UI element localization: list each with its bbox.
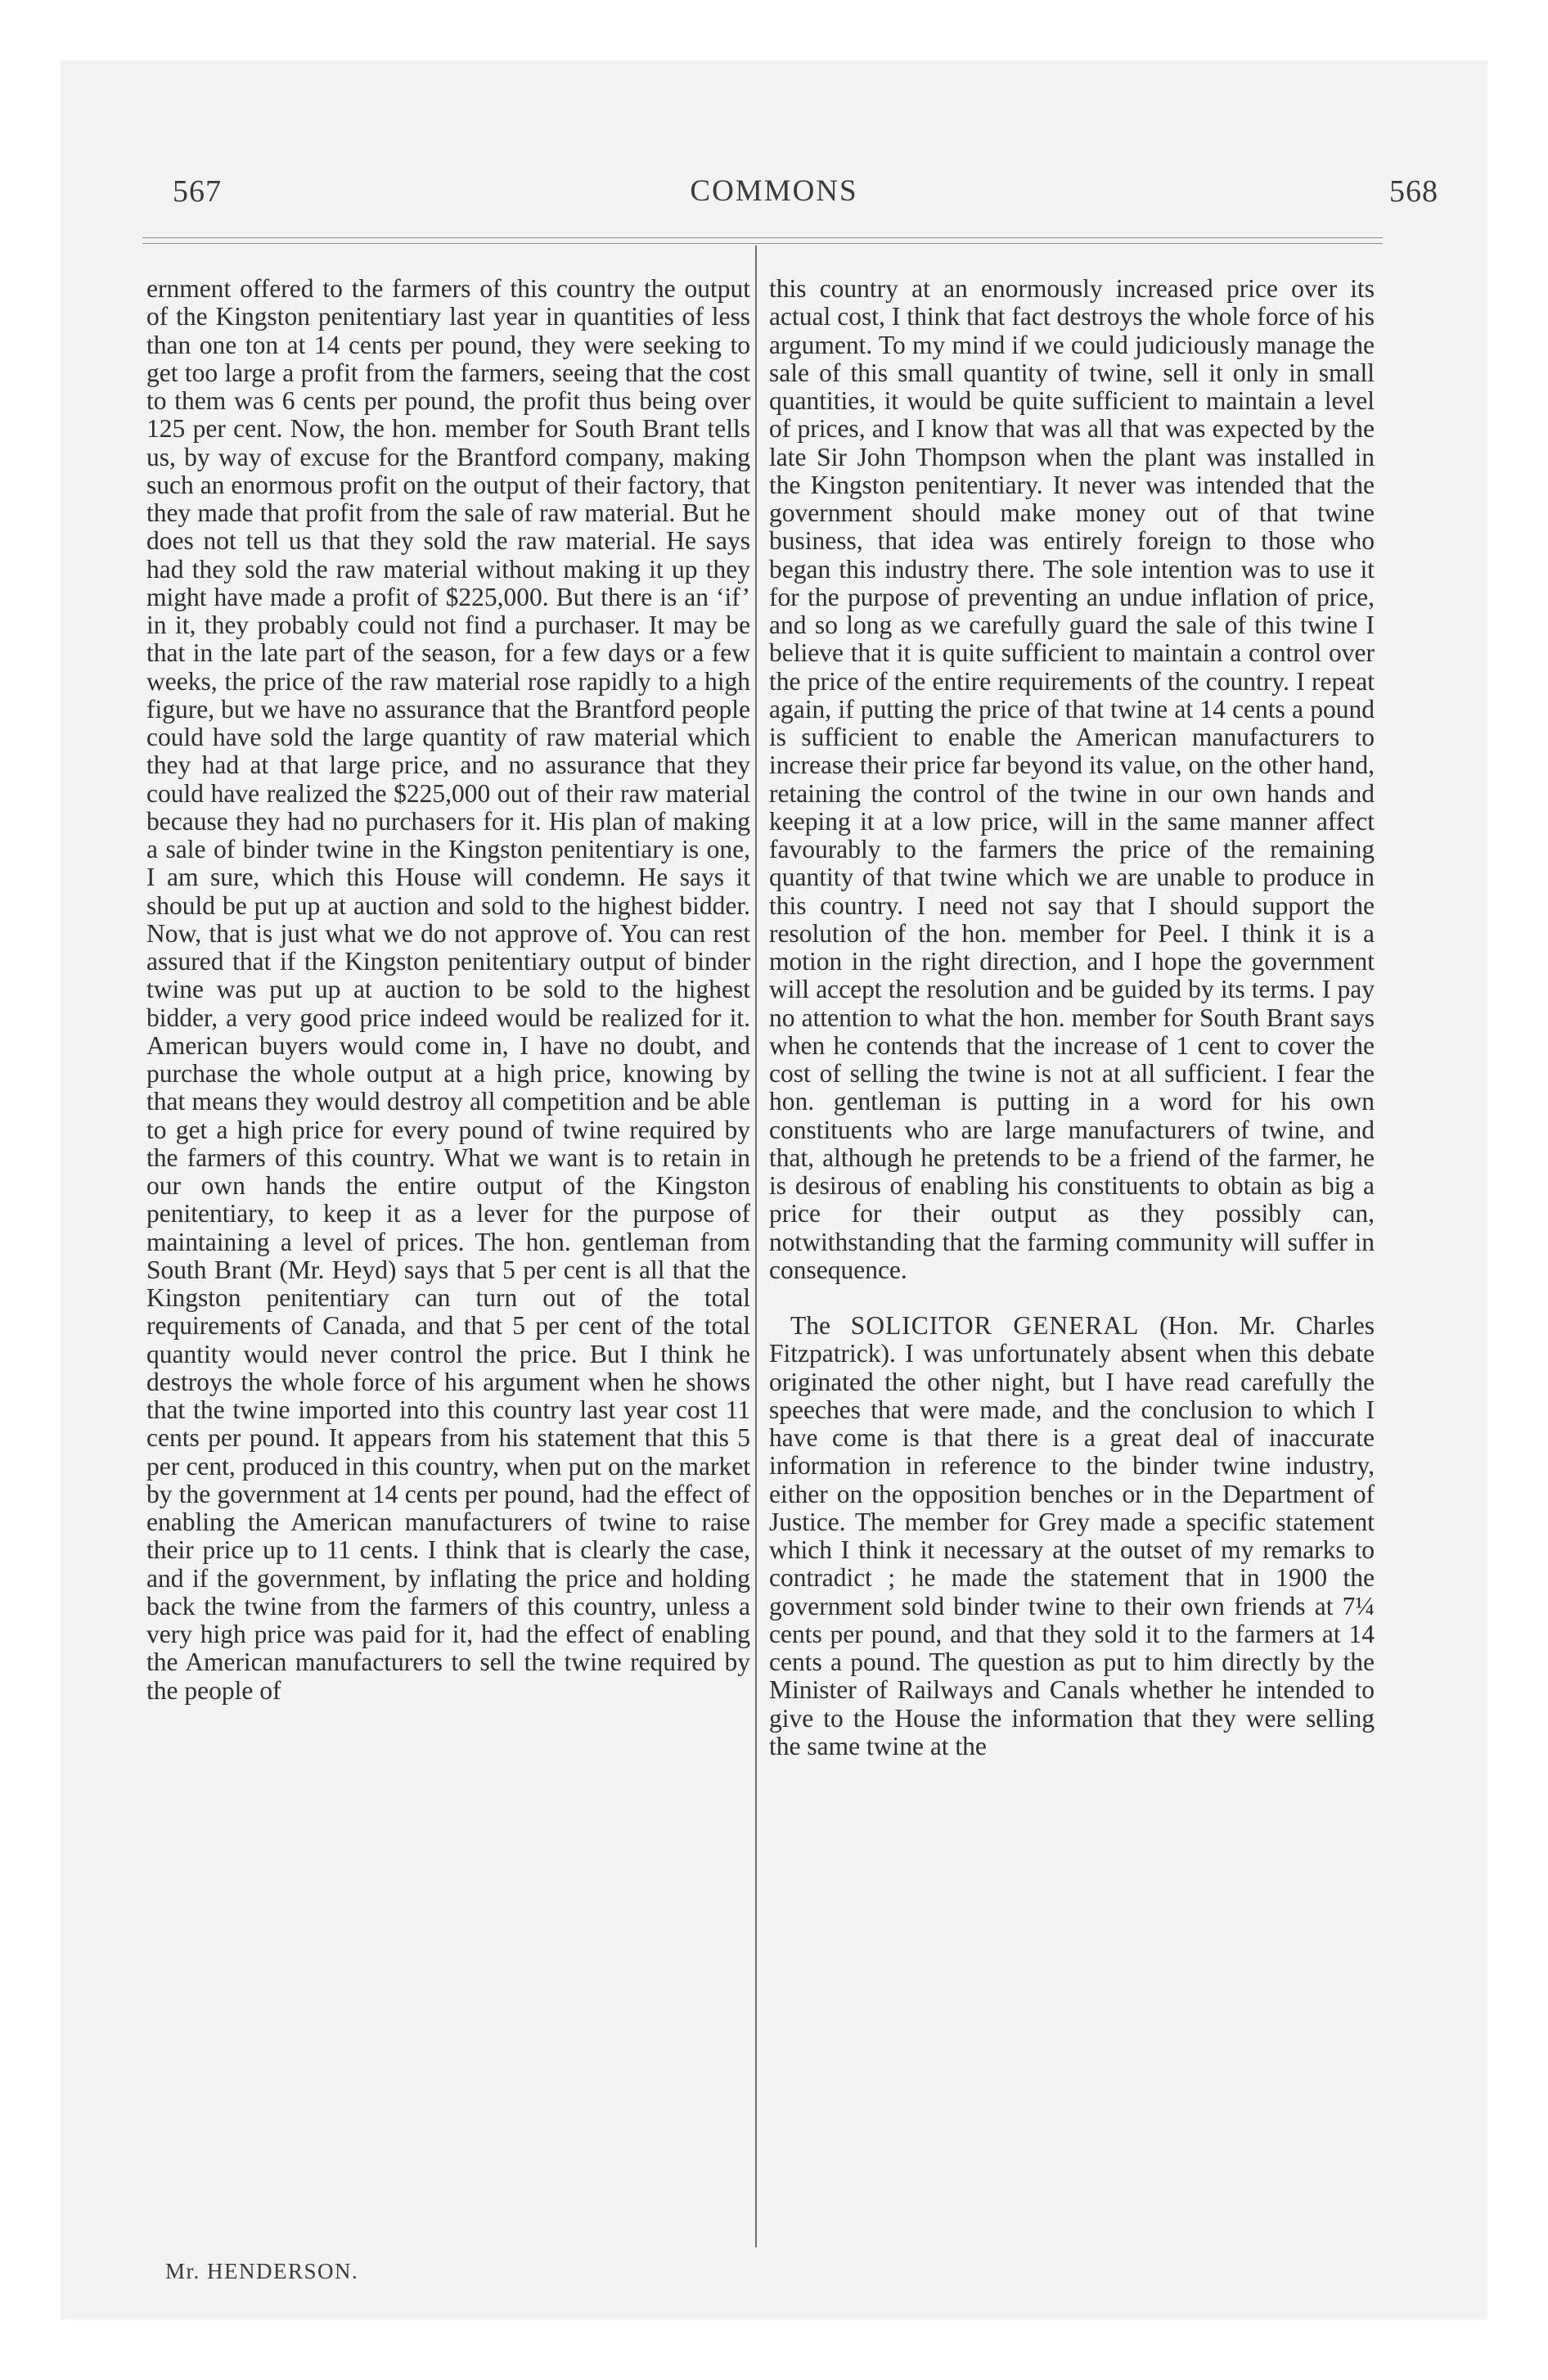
- left-column-text: ernment offered to the farmers of this country the output of the Kingston penitentiary last year in quantities of less than one ton at 14 cents per pound, they were seeking to get too large a profit from the farmers, seeing that the cost to them was 6 cents per pound, the profit thus being over 125 per cent. Now, the hon. member for South Brant tells us, by way of excuse for the Brantford company, making such an enormous profit on the output of their factory, that they made that profit from the sale of raw material. But he does not tell us that they sold the raw material. He says had they sold the raw material without making it up they might have made a profit of $225,000. But there is an ‘if’ in it, they probably could not find a purchaser. It may be that in the late part of the season, for a few days or a few weeks, the price of the raw material rose rapidly to a high figure, but we have no assurance that the Brantford people could have sold the large quantity of raw material which they had at that large price, and no assurance that they could have realized the $225,000 out of their raw material because they had no purchasers for it. His plan of making a sale of binder twine in the Kingston penitentiary is one, I am sure, which this House will condemn. He says it should be put up at auction and sold to the highest bidder. Now, that is just what we do not approve of. You can rest assured that if the Kingston penitentiary output of binder twine was put up at auction to be sold to the highest bidder, a very good price indeed would be realized for it. American buyers would come in, I have no doubt, and purchase the whole output at a high price, knowing by that means they would destroy all competition and be able to get a high price for every pound of twine required by the farmers of this country. What we want is to retain in our own hands the entire output of the Kingston penitentiary, to keep it as a lever for the purpose of maintaining a level of prices. The hon. gentleman from South Brant (Mr. Heyd) says that 5 per cent is all that the Kingston penitentiary can turn out of the total requirements of Canada, and that 5 per cent of the total quantity would never control the price. But I think he destroys the whole force of his argument when he shows that the twine imported into this country last year cost 11 cents per pound. It appears from his statement that this 5 per cent, produced in this country, when put on the market by the government at 14 cents per pound, had the effect of enabling the American manufacturers of twine to raise their price up to 11 cents. I think that is clearly the case, and if the government, by inflating the price and holding back the twine from the farmers of this country, unless a very high price was paid for it, had the effect of enabling the American manufacturers to sell the twine required by the people of: [146, 274, 750, 1705]
- running-title: COMMONS: [690, 174, 858, 208]
- right-column: [769, 275, 1375, 1760]
- right-page-number: 568: [1389, 174, 1438, 209]
- left-page-number: 567: [173, 174, 222, 209]
- speaker-name: (Hon. Mr. Charles Fitzpatrick).: [769, 1311, 1375, 1368]
- page-header: [61, 61, 1487, 208]
- header-double-rule: [142, 237, 1383, 244]
- scanned-page: [61, 61, 1487, 2319]
- right-column-text: this country at an enormously increased price over its actual cost, I think that fact destroys the whole force of his argument. To my mind if we could judiciously manage the sale of this small quantity of twine, sell it only in small quantities, it would be quite sufficient to maintain a level of prices, and I know that was all that was expected by the late Sir John Thompson when the plant was installed in the Kingston penitentiary. It never was intended that the government should make money out of that twine business, that idea was entirely foreign to those who began this industry there. The sole intention was to use it for the purpose of preventing an undue inflation of price, and so long as we carefully guard the sale of this twine I believe that it is quite sufficient to maintain a control over the price of the entire requirements of the country. I repeat again, if putting the price of that twine at 14 cents a pound is sufficient to enable the American manufacturers to increase their price far beyond its value, on the other hand, retaining the control of the twine in our own hands and keeping it at a low price, will in the same manner affect favourably to the farmers the price of the remaining quantity of that twine which we are unable to produce in this country. I need not say that I should support the resolution of the hon. member for Peel. I think it is a motion in the right direction, and I hope the government will accept the resolution and be guided by its terms. I pay no attention to what the hon. member for South Brant says when he contends that the increase of 1 cent to cover the cost of selling the twine is not at all sufficient. I fear the hon. gentleman is putting in a word for his own constituents who are large manufacturers of twine, and that, although he pretends to be a friend of the farmer, he is desirous of enabling his constituents to obtain as big a price for their output as they possibly can, notwithstanding that the farming community will suffer in consequence.: [769, 274, 1375, 1284]
- column-divider: [755, 246, 757, 2247]
- footer-speaker: Mr. HENDERSON.: [165, 2259, 359, 2283]
- speaker-prefix: The: [790, 1311, 851, 1340]
- speech-text: I was unfortunately absent when this debate originated the other night, but I have read carefully the speeches that were made, and the conclusion to which I have come is that there is a great deal of inaccurate information in reference to the binder twine industry, either on the opposition benches or in the Department of Justice. The member for Grey made a specific statement which I think it necessary at the outset of my remarks to contradict ; he made the statement that in 1900 the government sold binder twine to their own friends at 7¼ cents per pound, and that they sold it to the farmers at 14 cents a pound. The question as put to him directly by the Minister of Railways and Canals whether he intended to give to the House the information that they were selling the same twine at the: [769, 1339, 1375, 1760]
- speaker-title: SOLICITOR GENERAL: [850, 1311, 1140, 1340]
- left-column: [146, 275, 750, 1705]
- solicitor-general-speech: [769, 1312, 1375, 1760]
